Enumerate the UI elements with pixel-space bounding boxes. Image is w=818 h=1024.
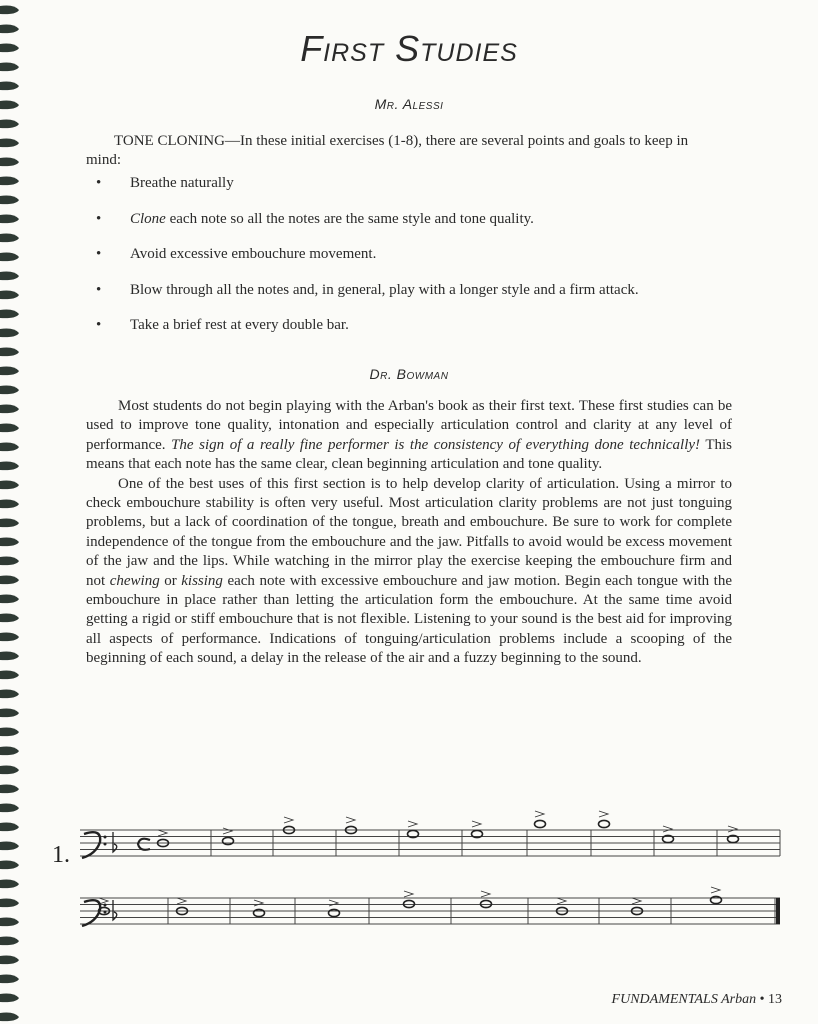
spiral-ring [0,709,19,718]
bowman-body [86,397,732,669]
list-item [96,211,736,247]
bullet-icon: • [96,281,102,298]
final-barline [776,898,780,924]
bullet-icon: • [96,317,102,333]
paragraph-text: each note with excessive embouchure and jaw motion. Begin each tongue with the embouchure in place rather than letting the articulation form the embouchure. At the same time avoid getting a rigid or stiff embouchure that is not flexible. Listening to your sound is the best aid for improving all aspects of performance. Indications of tonguing/articulation problems include a scooping of the beginning of each sound, a delay in the release of the air and a fuzzy beginning to the sound. [86,572,733,667]
list-item-text: Breathe naturally [130,175,234,191]
paragraph [86,475,732,669]
music-notation [0,800,818,940]
accent-mark [329,900,338,906]
spiral-ring [0,747,19,756]
spiral-ring [0,671,19,680]
bullet-icon: • [96,246,102,262]
spiral-ring [0,994,19,1003]
list-item-text: Blow through all the notes and, in general, play with a longer style and a firm attack. [130,281,639,298]
paragraph-text: Most students do not begin playing with the Arban's book as their first text. These first studies can be used to improve tone quality, intonation and especially articulation control and clarity at any level of performance. [86,398,732,453]
whole-note [329,909,340,916]
page-number: 13 [768,992,782,1007]
spiral-ring [0,633,19,642]
paragraph-text: This means that each note has the same clear, clean beginning articulation and tone quality. [86,436,732,473]
accent-mark [472,821,481,827]
spiral-ring [0,557,19,566]
staff-line-1 [80,811,780,858]
accent-mark [557,898,566,904]
accent-mark [663,826,672,832]
spiral-ring [0,443,19,452]
accent-mark [223,828,232,834]
list-item [96,246,736,282]
page-title: First Studies [300,28,518,69]
spiral-ring [0,272,19,281]
spiral-ring [0,6,19,15]
page-footer [612,992,782,1008]
list-item-emphasis: Clone [130,210,166,227]
spiral-ring [0,405,19,414]
accent-mark [408,821,417,827]
whole-note [535,820,546,827]
accent-mark [632,898,641,904]
spiral-ring [0,462,19,471]
spiral-ring [0,139,19,148]
paragraph-text: One of the best uses of this first section is to help develop clarity of articulation. Using a mirror to check embouchure stability is often very useful. Most articulation clarity problems are not just tonguing problems, but a lack of coordination of the tongue, breath and embouchure. Be sure to work for complete independence of the tongue from the embouchure and the jaw. Pitfalls to avoid would be excess movement of the jaw and the lips. While watching in the mirror play the exercise keeping the embouchure firm and not [86,475,732,589]
bullet-icon: • [96,210,102,227]
spiral-ring [0,595,19,604]
spiral-ring [0,329,19,338]
section-heading-alessi: Mr. Alessi [374,96,444,112]
spiral-ring [0,196,19,205]
accent-mark [599,811,608,817]
spiral-ring [0,576,19,585]
list-item-text: each note so all the notes are the same style and tone quality. [165,210,534,227]
accent-mark [404,891,413,897]
list-item-text: Take a brief rest at every double bar. [130,317,349,333]
spiral-ring [0,975,19,984]
tone-cloning-intro: TONE CLONING—In these initial exercises (1-8), there are several points and goals to keep in mind: [86,133,689,168]
spiral-ring [0,519,19,528]
spiral-ring [0,1013,19,1022]
list-item [96,317,736,353]
accent-mark [346,817,355,823]
spiral-ring [0,690,19,699]
spiral-ring [0,956,19,965]
common-time-icon [138,839,150,850]
spiral-ring [0,158,19,167]
accent-mark [158,830,167,836]
section-heading-bowman: Dr. Bowman [369,366,449,382]
accent-mark [728,826,737,832]
accent-mark [177,898,186,904]
spiral-ring [0,728,19,737]
spiral-ring [0,253,19,262]
spiral-ring [0,500,19,509]
list-item-text: Avoid excessive embouchure movement. [130,246,377,262]
staff-line-2 [80,887,780,926]
spiral-ring [0,386,19,395]
accent-mark [254,900,263,906]
paragraph-emphasis: The sign of a really fine performer is the consistency of everything done technically! [171,436,701,453]
flat-icon [113,832,117,852]
whole-note [254,909,265,916]
accent-mark [481,891,490,897]
spiral-ring [0,310,19,319]
list-item [96,282,736,318]
list-item [96,175,736,211]
spiral-ring [0,614,19,623]
bullet-icon: • [96,175,102,191]
spiral-ring [0,291,19,300]
accent-mark [284,817,293,823]
paragraph-emphasis: chewing [109,572,160,589]
whole-note [711,896,722,903]
flat-icon [113,900,117,920]
accent-mark [711,887,720,893]
whole-note [481,900,492,907]
spiral-ring [0,120,19,129]
accent-mark [535,811,544,817]
tone-cloning-list [96,175,736,353]
paragraph [86,397,732,475]
footer-separator: • [756,992,768,1007]
spiral-ring [0,538,19,547]
paragraph-emphasis: kissing [181,572,223,589]
spiral-ring [0,82,19,91]
spiral-ring [0,766,19,775]
spiral-ring [0,785,19,794]
spiral-ring [0,177,19,186]
spiral-ring [0,424,19,433]
whole-note [599,820,610,827]
whole-note [404,900,415,907]
paragraph-text: or [159,572,182,589]
whole-note [223,837,234,844]
exercise-number: 1. [52,842,70,868]
spiral-ring [0,348,19,357]
spiral-ring [0,652,19,661]
spiral-ring [0,215,19,224]
footer-label: FUNDAMENTALS Arban [611,992,757,1007]
spiral-ring [0,234,19,243]
spiral-ring [0,481,19,490]
